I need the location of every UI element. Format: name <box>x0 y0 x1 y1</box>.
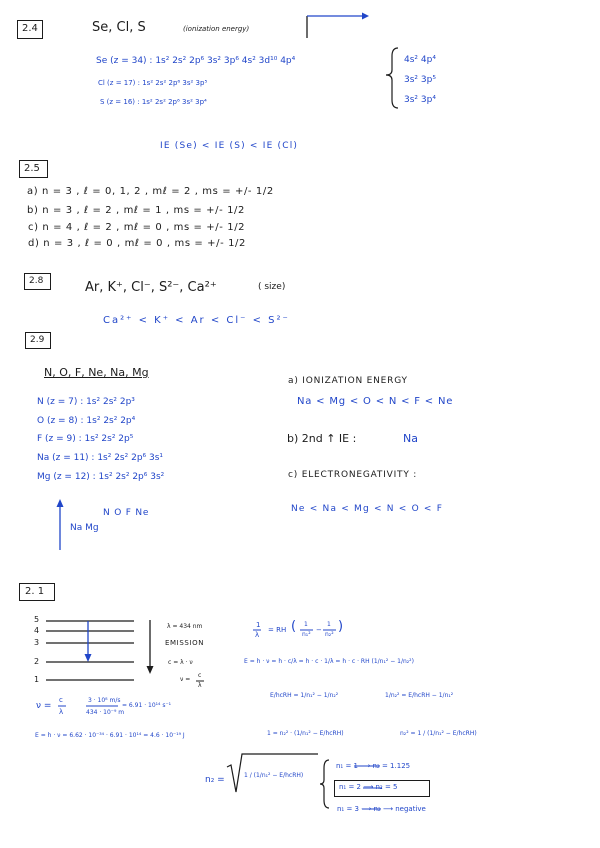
nu-calc-result: = 6.91 · 10¹⁴ s⁻¹ <box>122 702 172 709</box>
step4-left: 1 = n₂² · (1/n₁² − E/hcRH) <box>267 730 344 737</box>
section-2-4-label: 2.4 <box>22 23 38 34</box>
emission-arrowhead <box>147 666 154 674</box>
transition-arrowhead <box>85 654 92 662</box>
nu-eq-den: λ <box>198 682 202 689</box>
lambda-value: λ = 434 nm <box>167 623 203 630</box>
emission-label: EMISSION <box>165 639 205 647</box>
s29-config-n: N (z = 7) : 1s² 2s² 2p³ <box>37 397 135 407</box>
nu-calc-c: c <box>59 696 63 704</box>
s28-result: Ca²⁺ < K⁺ < Ar < Cl⁻ < S²⁻ <box>103 315 290 326</box>
step3-left: E/hcRH = 1/n₁² − 1/n₂² <box>270 692 339 699</box>
nu-calc-den: 434 · 10⁻⁹ m <box>86 709 125 716</box>
level-label-5: 5 <box>34 615 40 624</box>
section-2-1-label: 2. 1 <box>25 586 45 597</box>
level-label-1: 1 <box>34 675 40 684</box>
s29-title: N, O, F, Ne, Na, Mg <box>44 366 149 379</box>
c-eq: c = λ · ν <box>168 659 193 666</box>
s24-title: Se, Cl, S <box>92 20 146 35</box>
rydberg-open-paren: ( <box>291 619 297 634</box>
rydberg-num1: 1 <box>304 621 308 628</box>
valence-brace <box>386 48 398 108</box>
case-2-box <box>334 780 430 797</box>
level-label-3: 3 <box>34 638 40 647</box>
n2-sqrt-body: 1 / (1/n₁² − E/hcRH) <box>244 772 304 779</box>
case-1: n₁ = 1 ⟶ n₂ = 1.125 <box>336 762 411 770</box>
energy-calc: E = h · ν = 6.62 · 10⁻³⁴ · 6.91 · 10¹⁴ = 4.6 · 10⁻¹⁹ J <box>35 732 185 739</box>
case-2: n₁ = 2 ⟶ n₂ = 5 <box>339 783 398 791</box>
section-2-5-box <box>19 160 48 178</box>
s25-line-c: c) n = 4 , ℓ = 2 , mℓ = 0 , ms = +/- 1/2 <box>28 222 246 233</box>
rydberg-den1: n₁² <box>302 631 311 638</box>
s25-line-b: b) n = 3 , ℓ = 2 , mℓ = 1 , ms = +/- 1/2 <box>27 205 245 216</box>
s29-trend-top: N O F Ne <box>103 508 150 518</box>
s24-result: IE (Se) < IE (S) < IE (Cl) <box>160 141 299 151</box>
rydberg-close-paren: ) <box>338 619 344 634</box>
s29-second-ie-value: Na <box>403 432 418 445</box>
s24-config-s: S (z = 16) : 1s² 2s² 2p⁶ 3s² 3p⁴ <box>100 98 207 106</box>
s29-config-mg: Mg (z = 12) : 1s² 2s² 2p⁶ 3s² <box>37 472 165 482</box>
rydberg-minus: − <box>316 626 322 634</box>
s29-ie-result: Na < Mg < O < N < F < Ne <box>297 396 454 407</box>
section-2-9-label: 2.9 <box>30 335 45 345</box>
step3-right: 1/n₂² = E/hcRH − 1/n₁² <box>385 692 454 699</box>
s29-en-heading: c) ELECTRONEGATIVITY : <box>288 470 418 480</box>
n2-lhs: n₂ = <box>205 775 225 785</box>
s25-line-d: d) n = 3 , ℓ = 0 , mℓ = 0 , ms = +/- 1/2 <box>28 238 246 249</box>
nu-calc-lhs: ν = <box>36 701 52 711</box>
s25-line-a: a) n = 3 , ℓ = 0, 1, 2 , mℓ = 2 , ms = +/- 1/2 <box>27 186 274 197</box>
s28-title: Ar, K⁺, Cl⁻, S²⁻, Ca²⁺ <box>85 280 217 295</box>
s24-config-cl: Cl (z = 17) : 1s² 2s² 2p⁶ 3s² 3p⁵ <box>98 79 208 87</box>
section-2-1-box <box>19 583 55 601</box>
s28-note: ( size) <box>258 282 286 292</box>
case-3: n₁ = 3 ⟶ n₂ ⟶ negative <box>337 805 426 813</box>
section-2-9-box <box>25 332 51 349</box>
nu-calc-num: 3 · 10⁸ m/s <box>88 697 121 704</box>
level-label-4: 4 <box>34 626 40 635</box>
s24-note: (ionization energy) <box>183 25 250 33</box>
energy-line: E = h · ν = h · c/λ = h · c · 1/λ = h · c · RH (1/n₁² − 1/n₂²) <box>244 658 414 665</box>
s29-trend-bottom: Na Mg <box>70 523 99 533</box>
s24-config-se: Se (z = 34) : 1s² 2s² 2p⁶ 3s² 3p⁶ 4s² 3d¹⁰ 4p⁴ <box>96 56 296 66</box>
rydberg-den2: n₂² <box>325 631 334 638</box>
cases-brace <box>320 760 329 808</box>
section-2-8-label: 2.8 <box>29 276 44 286</box>
s29-ie-heading: a) IONIZATION ENERGY <box>288 376 408 386</box>
s24-valence-cl: 3s² 3p⁵ <box>404 75 436 85</box>
trend-arrow-head <box>57 499 64 507</box>
rydberg-frac-den: λ <box>255 631 260 639</box>
rydberg-frac-num: 1 <box>256 621 261 629</box>
nu-calc-lambda: λ <box>59 708 64 716</box>
step4-right: n₂² = 1 / (1/n₁² − E/hcRH) <box>400 730 477 737</box>
s29-config-na: Na (z = 11) : 1s² 2s² 2p⁶ 3s¹ <box>37 453 164 463</box>
section-2-8-box <box>24 273 51 290</box>
s29-config-o: O (z = 8) : 1s² 2s² 2p⁴ <box>37 416 136 426</box>
section-2-5-label: 2.5 <box>24 163 40 174</box>
s24-valence-s: 3s² 3p⁴ <box>404 95 436 105</box>
rydberg-num2: 1 <box>327 621 331 628</box>
section-2-4-box <box>17 20 43 39</box>
s29-config-f: F (z = 9) : 1s² 2s² 2p⁵ <box>37 434 134 444</box>
level-label-2: 2 <box>34 657 40 666</box>
nu-eq-num: c <box>198 672 202 679</box>
s29-second-ie-prefix: b) 2nd ↑ IE : <box>287 432 357 445</box>
s29-en-result: Ne < Na < Mg < N < O < F <box>291 504 444 514</box>
rydberg-eq-rh: = RH <box>268 626 287 634</box>
ie-axis-arrowhead <box>362 13 369 20</box>
nu-eq-left: ν = <box>180 676 191 683</box>
s24-valence-se: 4s² 4p⁴ <box>404 55 436 65</box>
